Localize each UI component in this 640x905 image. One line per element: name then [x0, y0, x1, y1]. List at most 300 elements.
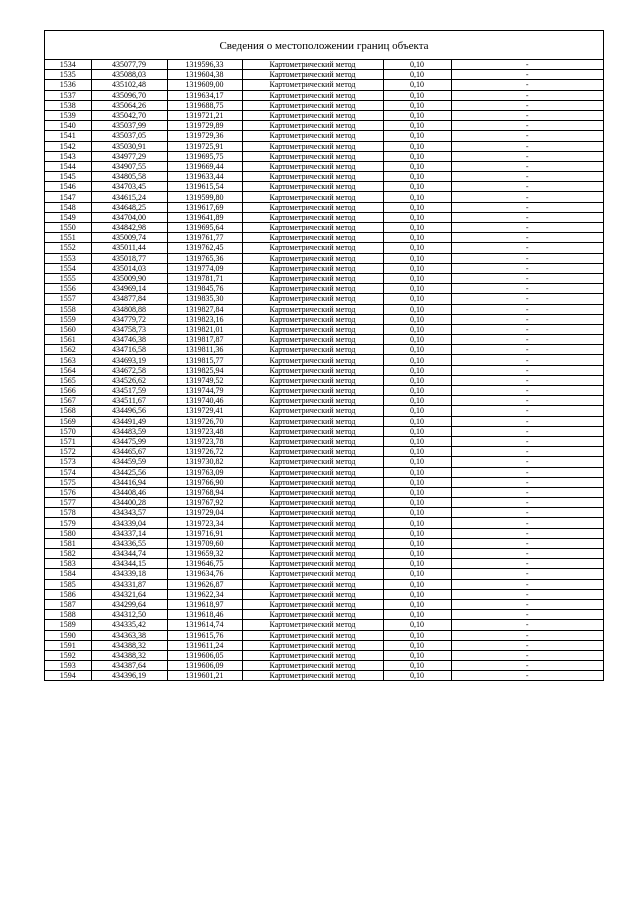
y-coordinate-cell: 1319601,21: [167, 671, 242, 681]
x-coordinate-cell: 434672,58: [91, 365, 167, 375]
accuracy-cell: 0,10: [383, 416, 451, 426]
description-cell: -: [451, 70, 603, 80]
table-row: [45, 335, 603, 345]
accuracy-cell: 0,10: [383, 324, 451, 334]
accuracy-cell: 0,10: [383, 610, 451, 620]
x-coordinate-cell: 434496,56: [91, 406, 167, 416]
accuracy-cell: 0,10: [383, 314, 451, 324]
description-cell: -: [451, 304, 603, 314]
coordinates-table-body: [45, 60, 603, 680]
method-cell: Картометрический метод: [242, 538, 383, 548]
point-number-cell: 1547: [45, 192, 91, 202]
method-cell: Картометрический метод: [242, 579, 383, 589]
x-coordinate-cell: 434336,55: [91, 538, 167, 548]
x-coordinate-cell: 435096,70: [91, 90, 167, 100]
method-cell: Картометрический метод: [242, 100, 383, 110]
table-row: [45, 284, 603, 294]
y-coordinate-cell: 1319611,24: [167, 640, 242, 650]
method-cell: Картометрический метод: [242, 620, 383, 630]
description-cell: -: [451, 661, 603, 671]
method-cell: Картометрический метод: [242, 508, 383, 518]
point-number-cell: 1555: [45, 273, 91, 283]
method-cell: Картометрический метод: [242, 151, 383, 161]
y-coordinate-cell: 1319709,60: [167, 538, 242, 548]
accuracy-cell: 0,10: [383, 467, 451, 477]
y-coordinate-cell: 1319626,87: [167, 579, 242, 589]
accuracy-cell: 0,10: [383, 477, 451, 487]
point-number-cell: 1577: [45, 498, 91, 508]
document-title: Сведения о местоположении границ объекта: [45, 31, 603, 60]
method-cell: Картометрический метод: [242, 324, 383, 334]
x-coordinate-cell: 435088,03: [91, 70, 167, 80]
accuracy-cell: 0,10: [383, 202, 451, 212]
x-coordinate-cell: 434703,45: [91, 182, 167, 192]
accuracy-cell: 0,10: [383, 640, 451, 650]
description-cell: -: [451, 161, 603, 171]
description-cell: -: [451, 447, 603, 457]
accuracy-cell: 0,10: [383, 528, 451, 538]
table-row: [45, 416, 603, 426]
x-coordinate-cell: 434526,62: [91, 375, 167, 385]
x-coordinate-cell: 434716,58: [91, 345, 167, 355]
point-number-cell: 1574: [45, 467, 91, 477]
table-row: [45, 599, 603, 609]
y-coordinate-cell: 1319729,41: [167, 406, 242, 416]
method-cell: Картометрический метод: [242, 416, 383, 426]
accuracy-cell: 0,10: [383, 70, 451, 80]
y-coordinate-cell: 1319634,17: [167, 90, 242, 100]
y-coordinate-cell: 1319827,84: [167, 304, 242, 314]
y-coordinate-cell: 1319617,69: [167, 202, 242, 212]
method-cell: Картометрический метод: [242, 661, 383, 671]
x-coordinate-cell: 434416,94: [91, 477, 167, 487]
point-number-cell: 1589: [45, 620, 91, 630]
accuracy-cell: 0,10: [383, 345, 451, 355]
method-cell: Картометрический метод: [242, 599, 383, 609]
x-coordinate-cell: 434517,59: [91, 386, 167, 396]
point-number-cell: 1570: [45, 426, 91, 436]
table-row: [45, 467, 603, 477]
method-cell: Картометрический метод: [242, 630, 383, 640]
y-coordinate-cell: 1319726,72: [167, 447, 242, 457]
x-coordinate-cell: 435009,90: [91, 273, 167, 283]
y-coordinate-cell: 1319716,91: [167, 528, 242, 538]
method-cell: Картометрический метод: [242, 131, 383, 141]
y-coordinate-cell: 1319749,52: [167, 375, 242, 385]
y-coordinate-cell: 1319669,44: [167, 161, 242, 171]
accuracy-cell: 0,10: [383, 243, 451, 253]
accuracy-cell: 0,10: [383, 90, 451, 100]
table-row: [45, 131, 603, 141]
point-number-cell: 1582: [45, 549, 91, 559]
accuracy-cell: 0,10: [383, 172, 451, 182]
table-row: [45, 650, 603, 660]
x-coordinate-cell: 434299,64: [91, 599, 167, 609]
y-coordinate-cell: 1319729,36: [167, 131, 242, 141]
point-number-cell: 1560: [45, 324, 91, 334]
accuracy-cell: 0,10: [383, 294, 451, 304]
table-row: [45, 498, 603, 508]
table-row: [45, 436, 603, 446]
x-coordinate-cell: 434511,67: [91, 396, 167, 406]
y-coordinate-cell: 1319774,09: [167, 263, 242, 273]
accuracy-cell: 0,10: [383, 151, 451, 161]
y-coordinate-cell: 1319762,45: [167, 243, 242, 253]
description-cell: -: [451, 671, 603, 681]
y-coordinate-cell: 1319763,09: [167, 467, 242, 477]
table-row: [45, 70, 603, 80]
x-coordinate-cell: 435011,44: [91, 243, 167, 253]
table-row: [45, 538, 603, 548]
method-cell: Картометрический метод: [242, 172, 383, 182]
y-coordinate-cell: 1319765,36: [167, 253, 242, 263]
description-cell: -: [451, 416, 603, 426]
description-cell: -: [451, 610, 603, 620]
coordinates-table: [45, 60, 603, 680]
accuracy-cell: 0,10: [383, 141, 451, 151]
x-coordinate-cell: 434615,24: [91, 192, 167, 202]
x-coordinate-cell: 435018,77: [91, 253, 167, 263]
x-coordinate-cell: 434746,38: [91, 335, 167, 345]
description-cell: -: [451, 324, 603, 334]
accuracy-cell: 0,10: [383, 426, 451, 436]
x-coordinate-cell: 434491,49: [91, 416, 167, 426]
description-cell: -: [451, 640, 603, 650]
method-cell: Картометрический метод: [242, 284, 383, 294]
accuracy-cell: 0,10: [383, 365, 451, 375]
method-cell: Картометрический метод: [242, 110, 383, 120]
point-number-cell: 1538: [45, 100, 91, 110]
method-cell: Картометрический метод: [242, 365, 383, 375]
x-coordinate-cell: 434388,32: [91, 640, 167, 650]
x-coordinate-cell: 434408,46: [91, 487, 167, 497]
description-cell: -: [451, 243, 603, 253]
x-coordinate-cell: 435064,26: [91, 100, 167, 110]
method-cell: Картометрический метод: [242, 192, 383, 202]
method-cell: Картометрический метод: [242, 80, 383, 90]
accuracy-cell: 0,10: [383, 589, 451, 599]
point-number-cell: 1559: [45, 314, 91, 324]
table-row: [45, 253, 603, 263]
accuracy-cell: 0,10: [383, 569, 451, 579]
table-row: [45, 477, 603, 487]
method-cell: Картометрический метод: [242, 396, 383, 406]
method-cell: Картометрический метод: [242, 304, 383, 314]
method-cell: Картометрический метод: [242, 406, 383, 416]
accuracy-cell: 0,10: [383, 549, 451, 559]
method-cell: Картометрический метод: [242, 253, 383, 263]
method-cell: Картометрический метод: [242, 610, 383, 620]
method-cell: Картометрический метод: [242, 640, 383, 650]
accuracy-cell: 0,10: [383, 559, 451, 569]
y-coordinate-cell: 1319744,79: [167, 386, 242, 396]
x-coordinate-cell: 434758,73: [91, 324, 167, 334]
accuracy-cell: 0,10: [383, 375, 451, 385]
y-coordinate-cell: 1319729,04: [167, 508, 242, 518]
point-number-cell: 1580: [45, 528, 91, 538]
table-row: [45, 365, 603, 375]
accuracy-cell: 0,10: [383, 100, 451, 110]
point-number-cell: 1549: [45, 212, 91, 222]
table-row: [45, 161, 603, 171]
description-cell: -: [451, 80, 603, 90]
x-coordinate-cell: 434808,88: [91, 304, 167, 314]
x-coordinate-cell: 435102,48: [91, 80, 167, 90]
point-number-cell: 1556: [45, 284, 91, 294]
description-cell: -: [451, 426, 603, 436]
point-number-cell: 1558: [45, 304, 91, 314]
point-number-cell: 1546: [45, 182, 91, 192]
table-row: [45, 426, 603, 436]
table-row: [45, 172, 603, 182]
x-coordinate-cell: 434877,84: [91, 294, 167, 304]
method-cell: Картометрический метод: [242, 345, 383, 355]
x-coordinate-cell: 434363,38: [91, 630, 167, 640]
description-cell: -: [451, 253, 603, 263]
description-cell: -: [451, 528, 603, 538]
y-coordinate-cell: 1319622,34: [167, 589, 242, 599]
y-coordinate-cell: 1319835,30: [167, 294, 242, 304]
y-coordinate-cell: 1319604,38: [167, 70, 242, 80]
accuracy-cell: 0,10: [383, 620, 451, 630]
x-coordinate-cell: 434425,56: [91, 467, 167, 477]
accuracy-cell: 0,10: [383, 498, 451, 508]
accuracy-cell: 0,10: [383, 223, 451, 233]
description-cell: -: [451, 620, 603, 630]
table-row: [45, 90, 603, 100]
accuracy-cell: 0,10: [383, 80, 451, 90]
table-row: [45, 589, 603, 599]
description-cell: -: [451, 131, 603, 141]
y-coordinate-cell: 1319695,64: [167, 223, 242, 233]
point-number-cell: 1583: [45, 559, 91, 569]
point-number-cell: 1552: [45, 243, 91, 253]
point-number-cell: 1585: [45, 579, 91, 589]
accuracy-cell: 0,10: [383, 436, 451, 446]
method-cell: Картометрический метод: [242, 386, 383, 396]
accuracy-cell: 0,10: [383, 192, 451, 202]
y-coordinate-cell: 1319767,92: [167, 498, 242, 508]
x-coordinate-cell: 434805,58: [91, 172, 167, 182]
y-coordinate-cell: 1319633,44: [167, 172, 242, 182]
x-coordinate-cell: 434335,42: [91, 620, 167, 630]
y-coordinate-cell: 1319609,00: [167, 80, 242, 90]
y-coordinate-cell: 1319618,97: [167, 599, 242, 609]
y-coordinate-cell: 1319723,48: [167, 426, 242, 436]
point-number-cell: 1557: [45, 294, 91, 304]
method-cell: Картометрический метод: [242, 273, 383, 283]
x-coordinate-cell: 434465,67: [91, 447, 167, 457]
description-cell: -: [451, 284, 603, 294]
y-coordinate-cell: 1319825,94: [167, 365, 242, 375]
accuracy-cell: 0,10: [383, 487, 451, 497]
point-number-cell: 1568: [45, 406, 91, 416]
x-coordinate-cell: 434337,14: [91, 528, 167, 538]
description-cell: -: [451, 518, 603, 528]
method-cell: Картометрический метод: [242, 141, 383, 151]
table-row: [45, 661, 603, 671]
point-number-cell: 1544: [45, 161, 91, 171]
table-row: [45, 212, 603, 222]
description-cell: -: [451, 477, 603, 487]
method-cell: Картометрический метод: [242, 569, 383, 579]
description-cell: -: [451, 650, 603, 660]
method-cell: Картометрический метод: [242, 212, 383, 222]
y-coordinate-cell: 1319815,77: [167, 355, 242, 365]
point-number-cell: 1550: [45, 223, 91, 233]
y-coordinate-cell: 1319606,05: [167, 650, 242, 660]
method-cell: Картометрический метод: [242, 375, 383, 385]
table-row: [45, 620, 603, 630]
description-cell: -: [451, 630, 603, 640]
point-number-cell: 1535: [45, 70, 91, 80]
point-number-cell: 1551: [45, 233, 91, 243]
table-row: [45, 518, 603, 528]
accuracy-cell: 0,10: [383, 508, 451, 518]
table-row: [45, 243, 603, 253]
boundary-coordinates-sheet: [44, 30, 604, 681]
y-coordinate-cell: 1319615,54: [167, 182, 242, 192]
accuracy-cell: 0,10: [383, 121, 451, 131]
table-row: [45, 559, 603, 569]
y-coordinate-cell: 1319726,70: [167, 416, 242, 426]
accuracy-cell: 0,10: [383, 161, 451, 171]
accuracy-cell: 0,10: [383, 406, 451, 416]
accuracy-cell: 0,10: [383, 335, 451, 345]
point-number-cell: 1548: [45, 202, 91, 212]
point-number-cell: 1576: [45, 487, 91, 497]
x-coordinate-cell: 434321,64: [91, 589, 167, 599]
y-coordinate-cell: 1319729,89: [167, 121, 242, 131]
x-coordinate-cell: 434339,18: [91, 569, 167, 579]
point-number-cell: 1591: [45, 640, 91, 650]
table-row: [45, 324, 603, 334]
accuracy-cell: 0,10: [383, 212, 451, 222]
accuracy-cell: 0,10: [383, 650, 451, 660]
method-cell: Картометрический метод: [242, 487, 383, 497]
table-row: [45, 233, 603, 243]
table-row: [45, 508, 603, 518]
description-cell: -: [451, 375, 603, 385]
point-number-cell: 1553: [45, 253, 91, 263]
y-coordinate-cell: 1319723,78: [167, 436, 242, 446]
y-coordinate-cell: 1319634,76: [167, 569, 242, 579]
method-cell: Картометрический метод: [242, 161, 383, 171]
point-number-cell: 1586: [45, 589, 91, 599]
method-cell: Картометрический метод: [242, 559, 383, 569]
x-coordinate-cell: 435077,79: [91, 60, 167, 70]
y-coordinate-cell: 1319740,46: [167, 396, 242, 406]
method-cell: Картометрический метод: [242, 263, 383, 273]
accuracy-cell: 0,10: [383, 233, 451, 243]
y-coordinate-cell: 1319721,21: [167, 110, 242, 120]
description-cell: -: [451, 273, 603, 283]
method-cell: Картометрический метод: [242, 498, 383, 508]
x-coordinate-cell: 434842,98: [91, 223, 167, 233]
point-number-cell: 1541: [45, 131, 91, 141]
description-cell: -: [451, 182, 603, 192]
y-coordinate-cell: 1319761,77: [167, 233, 242, 243]
y-coordinate-cell: 1319596,33: [167, 60, 242, 70]
method-cell: Картометрический метод: [242, 426, 383, 436]
description-cell: -: [451, 508, 603, 518]
table-row: [45, 549, 603, 559]
description-cell: -: [451, 172, 603, 182]
method-cell: Картометрический метод: [242, 335, 383, 345]
table-row: [45, 263, 603, 273]
description-cell: -: [451, 141, 603, 151]
table-row: [45, 528, 603, 538]
description-cell: -: [451, 335, 603, 345]
description-cell: -: [451, 549, 603, 559]
accuracy-cell: 0,10: [383, 518, 451, 528]
point-number-cell: 1594: [45, 671, 91, 681]
method-cell: Картометрический метод: [242, 243, 383, 253]
point-number-cell: 1587: [45, 599, 91, 609]
table-row: [45, 182, 603, 192]
table-row: [45, 375, 603, 385]
y-coordinate-cell: 1319618,46: [167, 610, 242, 620]
table-row: [45, 110, 603, 120]
y-coordinate-cell: 1319811,36: [167, 345, 242, 355]
y-coordinate-cell: 1319821,01: [167, 324, 242, 334]
table-row: [45, 100, 603, 110]
method-cell: Картометрический метод: [242, 70, 383, 80]
y-coordinate-cell: 1319766,90: [167, 477, 242, 487]
point-number-cell: 1545: [45, 172, 91, 182]
y-coordinate-cell: 1319695,75: [167, 151, 242, 161]
method-cell: Картометрический метод: [242, 447, 383, 457]
point-number-cell: 1569: [45, 416, 91, 426]
description-cell: -: [451, 121, 603, 131]
description-cell: -: [451, 151, 603, 161]
description-cell: -: [451, 569, 603, 579]
description-cell: -: [451, 457, 603, 467]
accuracy-cell: 0,10: [383, 60, 451, 70]
y-coordinate-cell: 1319823,16: [167, 314, 242, 324]
description-cell: -: [451, 498, 603, 508]
table-row: [45, 579, 603, 589]
x-coordinate-cell: 434475,99: [91, 436, 167, 446]
method-cell: Картометрический метод: [242, 294, 383, 304]
x-coordinate-cell: 435042,70: [91, 110, 167, 120]
accuracy-cell: 0,10: [383, 182, 451, 192]
point-number-cell: 1539: [45, 110, 91, 120]
table-row: [45, 273, 603, 283]
y-coordinate-cell: 1319688,75: [167, 100, 242, 110]
method-cell: Картометрический метод: [242, 477, 383, 487]
table-row: [45, 569, 603, 579]
x-coordinate-cell: 435030,91: [91, 141, 167, 151]
point-number-cell: 1566: [45, 386, 91, 396]
accuracy-cell: 0,10: [383, 263, 451, 273]
method-cell: Картометрический метод: [242, 589, 383, 599]
point-number-cell: 1579: [45, 518, 91, 528]
table-row: [45, 630, 603, 640]
table-row: [45, 151, 603, 161]
method-cell: Картометрический метод: [242, 518, 383, 528]
description-cell: -: [451, 487, 603, 497]
x-coordinate-cell: 434387,64: [91, 661, 167, 671]
method-cell: Картометрический метод: [242, 182, 383, 192]
table-row: [45, 640, 603, 650]
method-cell: Картометрический метод: [242, 528, 383, 538]
description-cell: -: [451, 223, 603, 233]
point-number-cell: 1540: [45, 121, 91, 131]
x-coordinate-cell: 435014,03: [91, 263, 167, 273]
description-cell: -: [451, 589, 603, 599]
x-coordinate-cell: 435037,05: [91, 131, 167, 141]
